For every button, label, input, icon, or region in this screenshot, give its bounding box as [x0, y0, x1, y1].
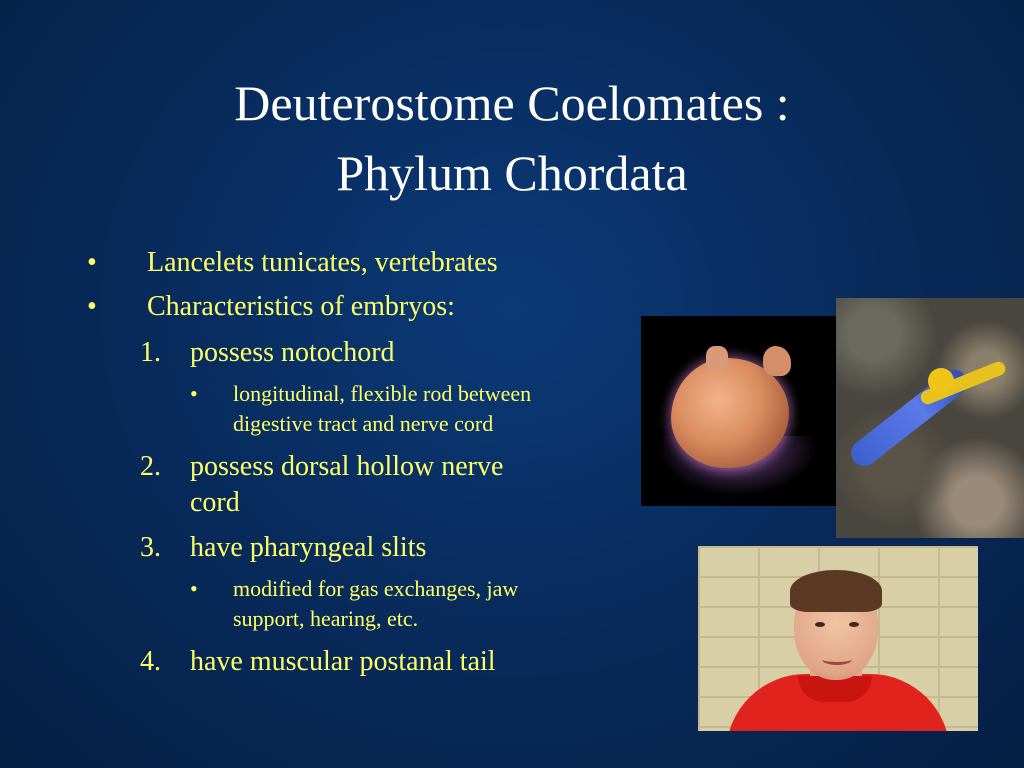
bullet-marker: •: [87, 247, 97, 278]
bullet-text: Characteristics of embryos:: [147, 291, 455, 322]
list-number: 4.: [140, 646, 161, 677]
list-item-text: have muscular postanal tail: [190, 646, 496, 677]
bullet-text: Lancelets tunicates, vertebrates: [147, 247, 498, 278]
list-item-text-continued: cord: [190, 487, 240, 518]
list-item-text: possess dorsal hollow nerve: [190, 451, 504, 482]
title-line-1: Deuterostome Coelomates :: [234, 75, 790, 131]
sub-bullet-text-continued: digestive tract and nerve cord: [233, 411, 494, 436]
sub-bullet-marker: •: [190, 381, 198, 406]
sub-bullet-text: longitudinal, flexible rod between: [233, 381, 532, 406]
ribbon-eel-photo: [836, 298, 1024, 538]
list-item-text: have pharyngeal slits: [190, 532, 427, 563]
tunicate-photo: [641, 316, 837, 506]
list-number: 2.: [140, 451, 161, 482]
title-line-2: Phylum Chordata: [336, 145, 688, 201]
sub-bullet-marker: •: [190, 576, 198, 601]
list-number: 1.: [140, 337, 161, 368]
person-portrait-photo: [698, 546, 978, 731]
bullet-marker: •: [87, 291, 97, 322]
sub-bullet-text-continued: support, hearing, etc.: [233, 606, 419, 631]
list-number: 3.: [140, 532, 161, 563]
sub-bullet-text: modified for gas exchanges, jaw: [233, 576, 519, 601]
list-item-text: possess notochord: [190, 337, 395, 368]
